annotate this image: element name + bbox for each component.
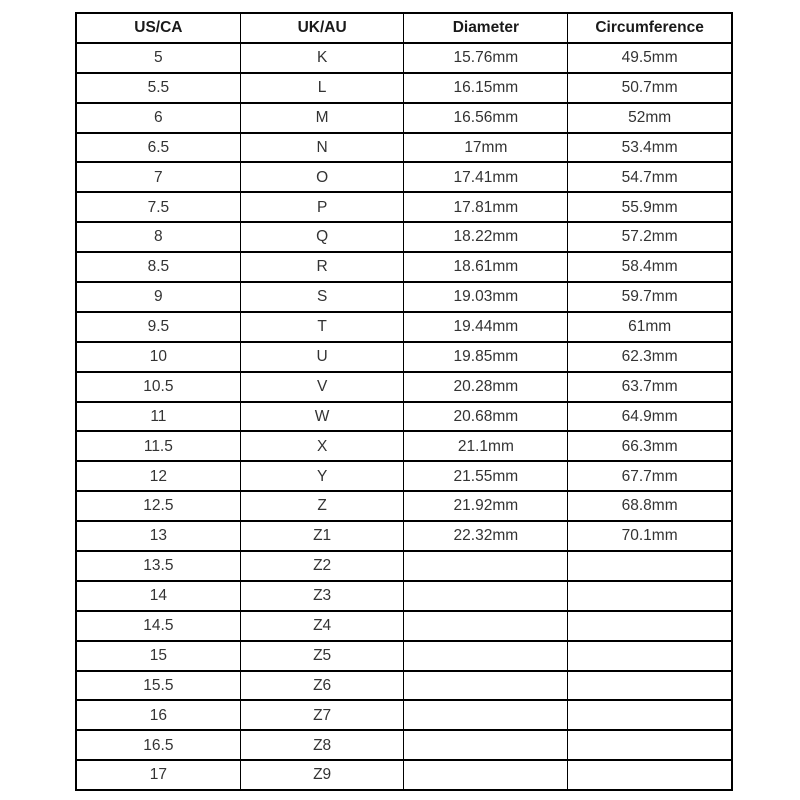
column-header-uk-au: UK/AU (240, 13, 404, 43)
table-cell: 21.1mm (404, 431, 568, 461)
table-cell: 5 (76, 43, 240, 73)
table-cell: 67.7mm (568, 461, 732, 491)
table-cell: 66.3mm (568, 431, 732, 461)
table-row (76, 581, 732, 611)
table-row (76, 192, 732, 222)
table-cell: 59.7mm (568, 282, 732, 312)
table-row (76, 491, 732, 521)
table-cell: 62.3mm (568, 342, 732, 372)
table-cell: 53.4mm (568, 133, 732, 163)
table-row (76, 700, 732, 730)
table-cell (568, 700, 732, 730)
table-cell: 14.5 (76, 611, 240, 641)
table-cell (404, 700, 568, 730)
table-row (76, 342, 732, 372)
table-cell: 20.68mm (404, 402, 568, 432)
table-cell: K (240, 43, 404, 73)
table-cell: 58.4mm (568, 252, 732, 282)
table-cell: 16.56mm (404, 103, 568, 133)
table-cell: 8 (76, 222, 240, 252)
table-row (76, 671, 732, 701)
table-cell: Z4 (240, 611, 404, 641)
table-cell: R (240, 252, 404, 282)
table-cell: 49.5mm (568, 43, 732, 73)
table-cell: Q (240, 222, 404, 252)
table-cell: 19.03mm (404, 282, 568, 312)
table-row (76, 611, 732, 641)
table-body (76, 43, 732, 790)
column-header-us-ca: US/CA (76, 13, 240, 43)
table-cell: 16.5 (76, 730, 240, 760)
table-cell: 12.5 (76, 491, 240, 521)
table-row (76, 282, 732, 312)
table-cell: 57.2mm (568, 222, 732, 252)
table-cell: 70.1mm (568, 521, 732, 551)
table-cell: 9.5 (76, 312, 240, 342)
table-cell: 7.5 (76, 192, 240, 222)
table-cell: M (240, 103, 404, 133)
table-row (76, 133, 732, 163)
table-cell (404, 671, 568, 701)
table-cell: Z2 (240, 551, 404, 581)
table-cell: 19.44mm (404, 312, 568, 342)
table-cell (568, 551, 732, 581)
table-cell: 17 (76, 760, 240, 790)
table-cell: Z1 (240, 521, 404, 551)
table-cell (404, 641, 568, 671)
table-cell (404, 611, 568, 641)
table-cell: 10.5 (76, 372, 240, 402)
column-header-diameter: Diameter (404, 13, 568, 43)
table-cell: S (240, 282, 404, 312)
table-cell: 52mm (568, 103, 732, 133)
table-cell: 20.28mm (404, 372, 568, 402)
table-cell (568, 730, 732, 760)
table-cell: Z6 (240, 671, 404, 701)
table-cell: Z (240, 491, 404, 521)
table-cell (568, 611, 732, 641)
table-cell: 18.22mm (404, 222, 568, 252)
table-cell: 6 (76, 103, 240, 133)
table-cell: 17.81mm (404, 192, 568, 222)
table-cell: X (240, 431, 404, 461)
table-row (76, 312, 732, 342)
table-cell: 13 (76, 521, 240, 551)
table-cell: 68.8mm (568, 491, 732, 521)
table-cell: 8.5 (76, 252, 240, 282)
table-cell: Z9 (240, 760, 404, 790)
table-cell: O (240, 162, 404, 192)
table-cell: 13.5 (76, 551, 240, 581)
table-cell: Z7 (240, 700, 404, 730)
table-cell: 16.15mm (404, 73, 568, 103)
table-cell: 19.85mm (404, 342, 568, 372)
table-cell: P (240, 192, 404, 222)
table-cell (568, 760, 732, 790)
table-row (76, 103, 732, 133)
column-header-circumference: Circumference (568, 13, 732, 43)
table-cell: 55.9mm (568, 192, 732, 222)
table-cell (568, 671, 732, 701)
table-cell: Z5 (240, 641, 404, 671)
table-cell: U (240, 342, 404, 372)
ring-size-conversion-table (75, 12, 733, 791)
table-cell: 22.32mm (404, 521, 568, 551)
table-cell: 17mm (404, 133, 568, 163)
table-cell: 50.7mm (568, 73, 732, 103)
table-cell (568, 641, 732, 671)
table-header-row (76, 13, 732, 43)
table-cell: 54.7mm (568, 162, 732, 192)
table-cell: T (240, 312, 404, 342)
table-cell: W (240, 402, 404, 432)
table-cell: N (240, 133, 404, 163)
table-cell (404, 760, 568, 790)
table-row (76, 551, 732, 581)
table-cell: 9 (76, 282, 240, 312)
table-cell: 6.5 (76, 133, 240, 163)
table-cell: 14 (76, 581, 240, 611)
table-cell: V (240, 372, 404, 402)
table-cell: 18.61mm (404, 252, 568, 282)
table-row (76, 521, 732, 551)
table-cell: 11 (76, 402, 240, 432)
table-cell: Z3 (240, 581, 404, 611)
table-row (76, 43, 732, 73)
table-cell: 21.55mm (404, 461, 568, 491)
table-cell: 64.9mm (568, 402, 732, 432)
table-cell: 61mm (568, 312, 732, 342)
table-cell: 16 (76, 700, 240, 730)
table-row (76, 73, 732, 103)
table-row (76, 162, 732, 192)
table-cell (404, 581, 568, 611)
table-cell: 12 (76, 461, 240, 491)
table-row (76, 760, 732, 790)
table-cell (404, 730, 568, 760)
table-cell: 15.5 (76, 671, 240, 701)
table-row (76, 461, 732, 491)
table-cell: 15.76mm (404, 43, 568, 73)
table-row (76, 641, 732, 671)
table-row (76, 402, 732, 432)
table-cell: 10 (76, 342, 240, 372)
table-cell: L (240, 73, 404, 103)
table-cell: 11.5 (76, 431, 240, 461)
table-cell: 15 (76, 641, 240, 671)
table-header (76, 13, 732, 43)
table-row (76, 730, 732, 760)
table-cell: 17.41mm (404, 162, 568, 192)
table-cell (404, 551, 568, 581)
table-cell: 7 (76, 162, 240, 192)
table-cell: Z8 (240, 730, 404, 760)
table-row (76, 431, 732, 461)
table-cell: Y (240, 461, 404, 491)
table-row (76, 252, 732, 282)
table-row (76, 222, 732, 252)
table-row (76, 372, 732, 402)
table-cell: 63.7mm (568, 372, 732, 402)
table-cell: 21.92mm (404, 491, 568, 521)
table-cell (568, 581, 732, 611)
table-cell: 5.5 (76, 73, 240, 103)
